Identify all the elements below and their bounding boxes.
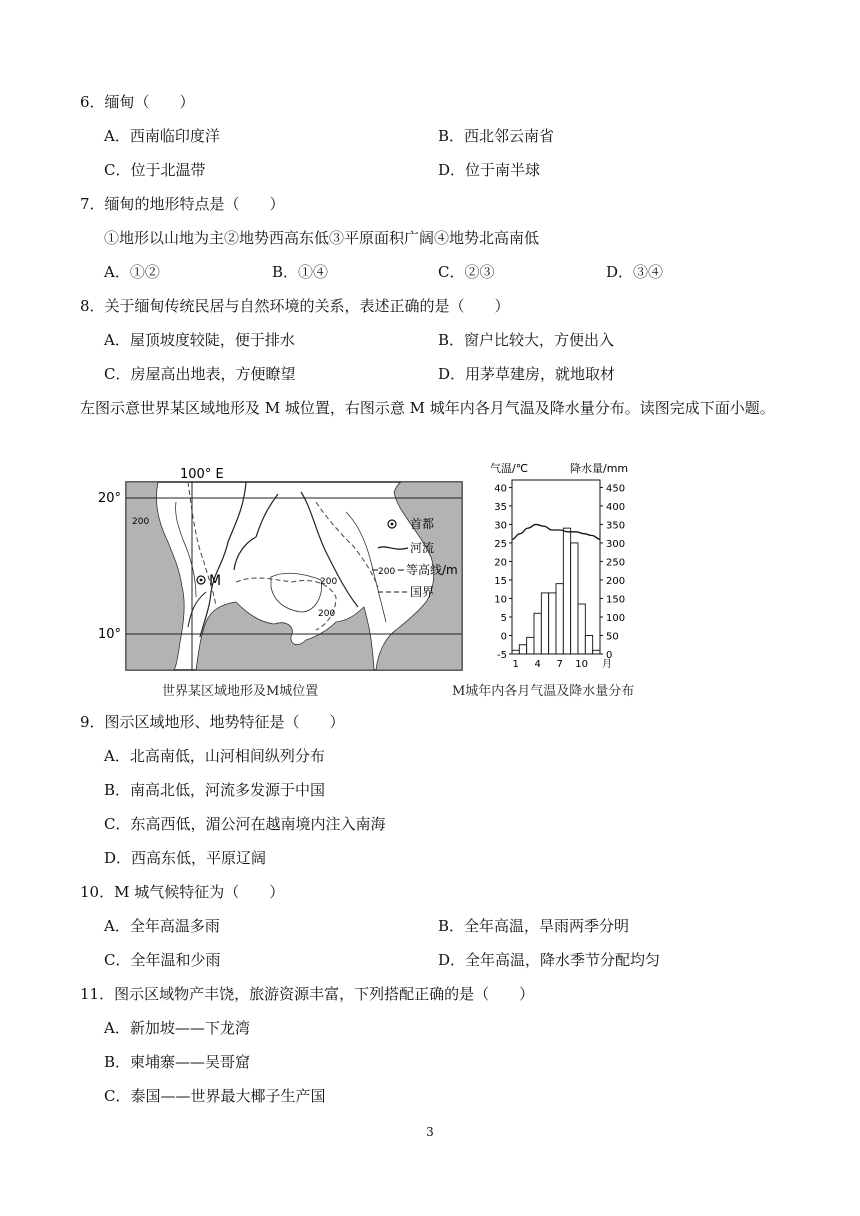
temp-tick-label: 25 — [494, 538, 507, 550]
question-10-option-c[interactable]: C．全年温和少雨 — [104, 951, 221, 969]
question-6-option-d[interactable]: D．位于南半球 — [438, 161, 541, 179]
temperature-line — [512, 524, 600, 539]
lon-label: 100° E — [180, 467, 224, 482]
question-11-option-a[interactable]: A．新加坡——下龙湾 — [104, 1019, 250, 1037]
legend-border-label: 国界 — [410, 585, 435, 599]
question-7-stem: 7．缅甸的地形特点是（ ） — [80, 195, 285, 213]
precip-tick-label: 100 — [606, 612, 626, 624]
temp-tick-label: 40 — [494, 483, 507, 495]
temp-axis-label: 气温/℃ — [490, 462, 529, 475]
temp-tick-label: -5 — [497, 650, 507, 661]
question-8-option-d[interactable]: D．用茅草建房，就地取材 — [438, 365, 616, 383]
precip-tick-label: 200 — [606, 575, 626, 587]
precip-tick-label: 250 — [606, 557, 626, 569]
legend-contour-value: 200 — [378, 567, 396, 577]
question-10-option-a[interactable]: A．全年高温多雨 — [104, 917, 220, 935]
question-9-option-d[interactable]: D．西高东低，平原辽阔 — [104, 849, 267, 867]
lat-label-top: 20° — [98, 491, 122, 506]
figure-intro-paragraph: 左图示意世界某区域地形及 M 城位置，右图示意 M 城年内各月气温及降水量分布。读图完成下面小题。 — [80, 399, 775, 417]
question-9-option-a[interactable]: A．北高南低，山河相间纵列分布 — [104, 747, 325, 765]
question-7-option-a[interactable]: A．①② — [104, 263, 160, 281]
month-tick-label: 4 — [534, 659, 541, 670]
question-7-option-b[interactable]: B．①④ — [272, 263, 329, 281]
climate-chart — [488, 458, 648, 674]
precipitation-bar — [541, 593, 548, 654]
question-10-stem: 10．M 城气候特征为（ ） — [80, 883, 285, 901]
question-7-option-d[interactable]: D．③④ — [606, 263, 664, 281]
precipitation-bar — [578, 604, 585, 654]
legend-contour-label: 等高线/m — [406, 563, 458, 577]
question-6-stem: 6．缅甸（ ） — [80, 93, 195, 111]
precipitation-bar — [585, 635, 592, 654]
question-9-option-b[interactable]: B．南高北低，河流多发源于中国 — [104, 781, 326, 799]
precipitation-bar — [549, 593, 556, 654]
question-6-option-c[interactable]: C．位于北温带 — [104, 161, 206, 179]
temp-tick-label: 20 — [494, 557, 507, 569]
contour-label: 200 — [132, 517, 150, 527]
precipitation-bar — [527, 637, 534, 654]
precip-tick-label: 400 — [606, 501, 626, 513]
temp-tick-label: 15 — [494, 575, 507, 587]
question-11-option-b[interactable]: B．柬埔寨——吴哥窟 — [104, 1053, 251, 1071]
temp-tick-label: 30 — [494, 520, 507, 532]
question-11-option-c[interactable]: C．泰国——世界最大椰子生产国 — [104, 1087, 326, 1105]
precip-tick-label: 450 — [606, 483, 626, 495]
month-tick-label: 10 — [575, 659, 589, 670]
question-11-stem: 11．图示区域物产丰饶，旅游资源丰富，下列搭配正确的是（ ） — [80, 985, 535, 1003]
precip-tick-label: 150 — [606, 594, 626, 606]
page-number: 3 — [426, 1125, 434, 1139]
precipitation-bar — [519, 645, 526, 654]
month-tick-label: 1 — [512, 659, 519, 670]
precip-tick-label: 50 — [606, 631, 619, 643]
precipitation-bar — [534, 613, 541, 654]
lat-label-bottom: 10° — [98, 627, 122, 642]
temp-tick-label: 5 — [500, 612, 507, 624]
precip-tick-label: 300 — [606, 538, 626, 550]
region-map — [96, 462, 472, 676]
precip-tick-label: 0 — [606, 650, 613, 661]
chart-caption: M城年内各月气温及降水量分布 — [452, 684, 635, 699]
precip-tick-label: 350 — [606, 520, 626, 532]
question-10-option-d[interactable]: D．全年高温，降水季节分配均匀 — [438, 951, 661, 969]
question-9-option-c[interactable]: C．东高西低，湄公河在越南境内注入南海 — [104, 815, 386, 833]
question-7-statements: ①地形以山地为主②地势西高东低③平原面积广阔④地势北高南低 — [104, 229, 540, 247]
precipitation-bar — [563, 528, 570, 654]
contour-label: 200 — [318, 609, 336, 619]
temp-tick-label: 35 — [494, 501, 507, 513]
question-8-option-c[interactable]: C．房屋高出地表，方便瞭望 — [104, 365, 296, 383]
precipitation-bar — [556, 584, 563, 654]
month-axis-label: 月 — [602, 659, 612, 670]
legend-river-label: 河流 — [410, 541, 435, 555]
month-tick-label: 7 — [556, 659, 563, 670]
question-10-option-b[interactable]: B．全年高温，旱雨两季分明 — [438, 917, 630, 935]
question-6-option-b[interactable]: B．西北邻云南省 — [438, 127, 555, 145]
precipitation-bar — [512, 650, 519, 654]
question-9-stem: 9．图示区域地形、地势特征是（ ） — [80, 713, 345, 731]
precipitation-bar — [571, 543, 578, 654]
legend-capital-label: 首都 — [410, 517, 435, 531]
precipitation-bar — [593, 650, 600, 654]
question-7-option-c[interactable]: C．②③ — [438, 263, 495, 281]
contour-label: 200 — [320, 577, 338, 587]
map-caption: 世界某区域地形及M城位置 — [162, 684, 319, 699]
temp-tick-label: 10 — [494, 594, 507, 606]
precip-axis-label: 降水量/mm — [570, 462, 629, 475]
question-8-option-b[interactable]: B．窗户比较大，方便出入 — [438, 331, 615, 349]
question-8-stem: 8．关于缅甸传统民居与自然环境的关系，表述正确的是（ ） — [80, 297, 510, 315]
question-6-option-a[interactable]: A．西南临印度洋 — [104, 127, 220, 145]
city-m-label: M — [209, 573, 222, 589]
temp-tick-label: 0 — [500, 631, 507, 643]
question-8-option-a[interactable]: A．屋顶坡度较陡，便于排水 — [104, 331, 295, 349]
